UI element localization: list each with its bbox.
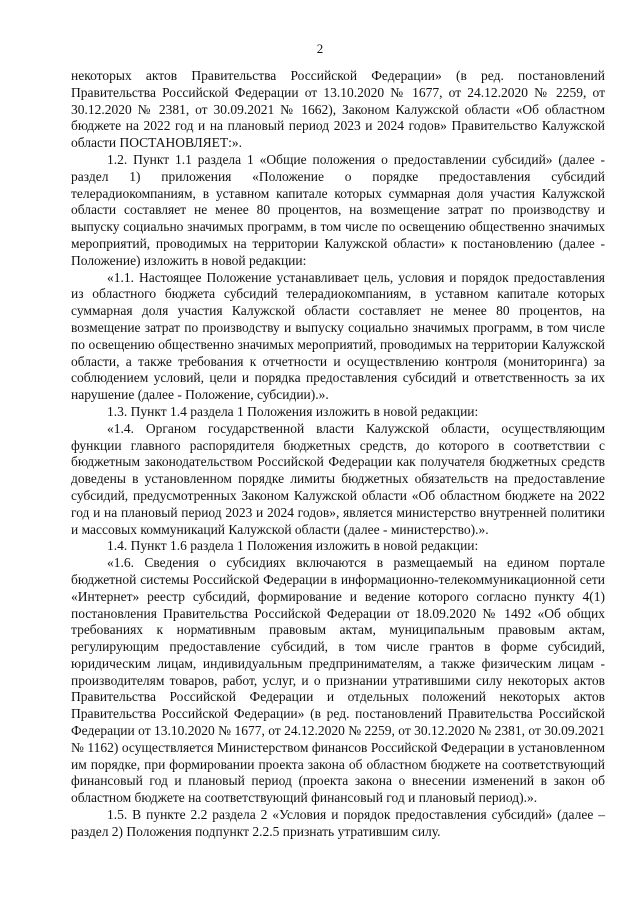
page-number: 2	[316, 41, 324, 56]
paragraph-intro-continuation: некоторых актов Правительства Российской Федерации» (в ред. постановлений Правительства Российской Федерации от 13.10.2020 № 1677, от 24.12.2020 № 2259, от 30.12.2020 № 2381, от 30.09.2021 № 1662), Законом Калужской области «Об областном бюджете на 2022 год и на плановый период 2023 и 2024 годов» Правительство Калужской области ПОСТАНОВЛЯЕТ:».	[71, 68, 605, 151]
paragraph-1-3: 1.3. Пункт 1.4 раздела 1 Положения изложить в новой редакции:	[107, 403, 479, 419]
paragraph-quote-1-1: «1.1. Настоящее Положение устанавливает цель, условия и порядок предоставления из областного бюджета субсидий телерадиокомпаниям, в уставном капитале которых суммарная доля участия Калужской области составляет не менее 80 процентов, на возмещение затрат по производству и выпуску социально значимых программ, в том числе по освещению общественно значимых мероприятий, проводимых на территории Калужской области, а также требования к отчетности и осуществлению контроля (мониторинга) за соблюдением условий, цели и порядка предоставления субсидий и ответственность за их нарушение (далее - Положение, субсидии).».	[71, 269, 605, 403]
paragraph-1-4: 1.4. Пункт 1.6 раздела 1 Положения изложить в новой редакции:	[107, 538, 479, 554]
paragraph-quote-1-6: «1.6. Сведения о субсидиях включаются в размещаемый на едином портале бюджетной системы Российской Федерации в информационно-телекоммуникационной сети «Интернет» реестр субсидий, формирование и ведение которого согласно пункту 4(1) постановления Правительства Российской Федерации от 18.09.2020 № 1492 «Об общих требованиях к нормативным правовым актам, муниципальным правовым актам, регулирующим предоставление субсидий, в том числе грантов в форме субсидий, юридическим лицам, индивидуальным предпринимателям, а также физическим лицам - производителям товаров, работ, услуг, и о признании утратившими силу некоторых актов Правительства Российской Федерации и отдельных положений некоторых актов Правительства Российской Федерации» (в ред. постановлений Правительства Российской Федерации от 13.10.2020 № 1677, от 24.12.2020 № 2259, от 30.12.2020 № 2381, от 30.09.2021 № 1162) осуществляется Министерством финансов Российской Федерации в установленном им порядке, при формировании проекта закона об областном бюджете на соответствующий финансовый год и плановый период (проекта закона о внесении изменений в закон об областном бюджете на соответствующий финансовый год и плановый период).».	[71, 555, 605, 806]
paragraph-1-2: 1.2. Пункт 1.1 раздела 1 «Общие положения о предоставлении субсидий» (далее - раздел 1) приложения «Положение о порядке предоставления субсидий телерадиокомпаниям, в уставном капитале которых суммарная доля участия Калужской области составляет не менее 80 процентов, на возмещение затрат по производству и выпуску социально значимых программ, в том числе по освещению общественно значимых мероприятий, проводимых на территории Калужской области» к постановлению (далее - Положение) изложить в новой редакции:	[71, 151, 605, 268]
document-body	[71, 68, 605, 841]
paragraph-1-5: 1.5. В пункте 2.2 раздела 2 «Условия и порядок предоставления субсидий» (далее – раздел 2) Положения подпункт 2.2.5 признать утратившим силу.	[71, 807, 605, 839]
paragraph-quote-1-4: «1.4. Органом государственной власти Калужской области, осуществляющим функции главного распорядителя бюджетных средств, до которого в соответствии с бюджетным законодательством Российской Федерации как получателя бюджетных средств доведены в установленном порядке лимиты бюджетных обязательств на предоставление субсидий, предусмотренных Законом Калужской области «Об областном бюджете на 2022 год и на плановый период 2023 и 2024 годов», является министерство внутренней политики и массовых коммуникаций Калужской области (далее - министерство).».	[71, 420, 605, 537]
